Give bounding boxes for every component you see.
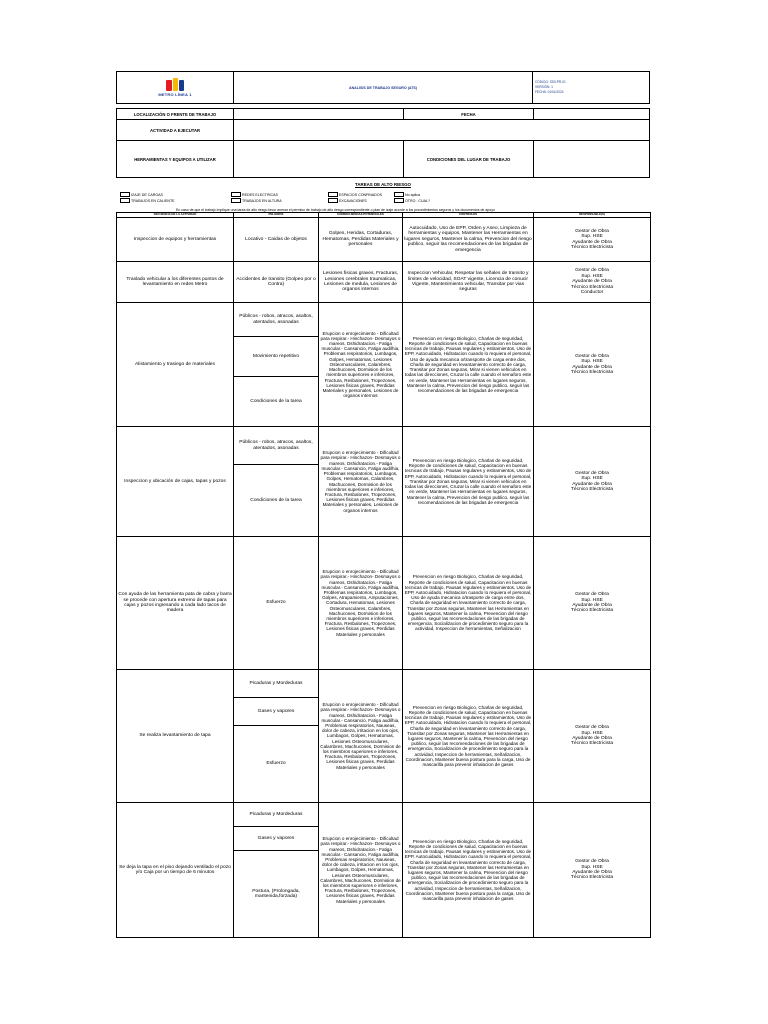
column-header: SECUENCIA DE LA ACTIVIDAD [117, 213, 234, 218]
document-version: VERSIÓN: 1 [535, 85, 553, 89]
risk-item-altura[interactable]: TRABAJOS EN ALTURA [231, 198, 282, 203]
hazard-cell: Esfuerzo [234, 726, 319, 803]
location-field[interactable] [234, 109, 404, 119]
activity-row [117, 120, 649, 141]
risk-item-no-aplica[interactable]: No aplica [394, 192, 420, 197]
consequence-cell: Lesiones fisicas graves, Fracturas, Lesiones cerebrales traumaticas, Lesiones de medula, Lesiones de organos internos [319, 262, 403, 303]
info-section [116, 108, 650, 178]
document-meta [533, 72, 649, 103]
risk-item-confinados[interactable]: ESPACIOS CONFINADOS [328, 192, 382, 197]
hazard-cell: Públicos - robos, atracos, asaltos, atentados, asonadas [234, 303, 319, 337]
responsible-cell: Gestor de Obra Sup. HSE Ayudante de Obra Técnico Electricista [534, 803, 651, 938]
high-risk-title: TAREAS DE ALTO RIESGO [355, 182, 411, 187]
date-field[interactable] [534, 109, 649, 119]
high-risk-tasks [116, 182, 650, 212]
table-row [117, 427, 651, 465]
risk-item-caliente[interactable]: TRABAJOS EN CALIENTE [120, 198, 175, 203]
ats-table [116, 212, 651, 938]
hazard-cell: Condiciones de la tarea [234, 465, 319, 537]
metro-logo-icon [164, 78, 186, 91]
logo [117, 72, 234, 103]
consequence-cell: Golpes, Heridas, Cortaduras, Hematomas, Perdidas Materiales y personales [319, 218, 403, 262]
consequence-cell: Erupcion o enrojecimiento - Dificultad para respirar.- Hinchazon- Desmayos o mareos, Dshidratacion.- Fatiga muscular.- Cansancio, Fatiga audilhia, Problemas respiratorios, Nauseas, dolor de cabeza, irritacion en los ojos, Lumbagos, Golpes, Hematomas, Lesiones Osteomusculares, Calambres, Machucones, Dormision de los miembros superiores e inferiores, Fractura, Resbalones, Tropezones, Lesiones fisicas graves, Perdidas Materiales y personales [319, 803, 403, 938]
consequence-cell: Erupcion o enrojecimiento - Dificultad para respirar.- Hinchazon- Desmayos o mareos, Dshidratacion.- Fatiga muscular.- Cansancio, Fatiga audilhia, Problemas respiratorios, Lumbagos, Golpes, Atrapamiento, Amputaciones, Cortadura, Hematomas, Lesiones Osteomusculares, Calambres, Machucones, Dormision de los miembros superiores e inferiores, Fractura, Resbalones, Tropezones, Lesiones fisicas graves, Perdidas Materiales y personales [319, 537, 403, 670]
activity-cell: Inspeccion de equipos y herramientas [117, 218, 234, 262]
risk-item-excavaciones[interactable]: EXCAVACIONES [328, 198, 367, 203]
document-title: ANALISIS DE TRABAJO SEGURO (ATS) [234, 72, 533, 103]
tools-field[interactable] [234, 141, 404, 177]
consequence-cell: Erupcion o enrojecimiento - Dificultad para respirar.- Hinchazon- Desmayos o mareos, Dshidratacion.- Fatiga muscular.- Cansancio, Fatiga audilhia, Problemas respiratorios, Nauseas, dolor de cabeza, irritacion en los ojos, Lumbagos, Golpes, Hematomas, Lesiones Osteomusculares, Calambres, Machucones, Dormision de los miembros superiores e inferiores, Fractura, Resbalones, Tropezones, Lesiones fisicas graves, Perdidas Materiales y personales [319, 670, 403, 803]
location-label: LOCALIZACIÓN O FRENTE DE TRABAJO [117, 109, 234, 119]
controls-cell: Prevencion en riesgo Biologico, Charlas de seguridad, Reporte de condiciones de salud, Capacitacion en buenas tecnicas de trabajo, Pausas regulares y estiramientos, Uso de EPP, Autocuidado, Hidratacion cuando lo requiera el personal, Uso de ayuda mecanica o/transporte de carga entre dos, Charla de seguridad en levantamiento correcto de carga, Transitar por Zonas seguras, Mirar si vienen vehiculos en todas las direcciones, Cruzar la calle cuando el semaforo este en verde, Mantener las Herramientas en lugares seguros, Mantener la calma, Prevencion del riesgo publico, seguir las recomendaciones de las brigadas de emergencia [403, 303, 534, 427]
table-row [117, 537, 651, 670]
tools-label: HERRAMIENTAS Y EQUIPOS A UTILIZAR [117, 141, 234, 177]
column-header: CONSECUENCIAS POTENCIALES [319, 213, 403, 218]
table-row [117, 670, 651, 698]
table-row [117, 303, 651, 337]
table-row [117, 218, 651, 262]
document-header [116, 71, 650, 104]
document-date: FECHA: 01/01/2024 [535, 90, 564, 94]
hazard-cell: Accidentes de transito (Golpeo por o Contra) [234, 262, 319, 303]
hazard-cell: Esfuerzo [234, 537, 319, 670]
column-header: CONTROLES [403, 213, 534, 218]
risk-item-redes[interactable]: REDES ELECTRICAS [231, 192, 278, 197]
controls-cell: Prevencion en riesgo Biologico, Charlas de seguridad, Reporte de condiciones de salud, Capacitacion en buenas tecnicas de trabajo, Pausas regulares y estiramientos, Uso de EPP, Autocuidado, Hidratacion cuando lo requiera el personal, Charla de seguridad en levantamiento correcto de carga, Transitar por Zonas seguras, Mantener las Herramientas en lugares seguros, Mantener la calma, Prevencion del riesgo publico, seguir las recomendaciones de las brigadas de emergencia, Socializacion de procedimiento seguro para la actividad, Inspeccion de herramientas, Señalizacion, Coordinacion, Mantener buena postura para la carga, Uso de mascarilla para prevenir inhalacion de gases [403, 670, 534, 803]
hazard-cell: Condiciones de la tarea [234, 377, 319, 427]
consequence-cell: Erupcion o enrojecimiento - Dificultad para respirar.- Hinchazon- Desmayos o mareos, Dshidratacion.- Fatiga muscular.- Cansancio, Fatiga audilhia, Problemas respiratorios, Lumbagos, Golpes, Hematomas, Calambres, Machucones, Dormision de los miembros superiores e inferiores, Fractura, Resbalones, Tropezones, Lesiones fisicas graves, Perdidas Materiales y personales, Lesiones de organos internos [319, 427, 403, 537]
hazard-cell: Locativo - Caidas de objetos [234, 218, 319, 262]
high-risk-note: En caso de que el trabajo implique una tarea de alto riesgo favor anexar el permiso de trabajo de alto riesgo correspondiente o plan de izaje acorde a los procedimientos seguros y los documentos de apoyo [176, 208, 495, 212]
responsible-cell: Gestor de Obra Sup. HSE Ayudante de Obra Técnico Electricista [534, 670, 651, 803]
responsible-cell: Gestor de Obra Sup. HSE Ayudante de Obra Técnico Electricista [534, 303, 651, 427]
hazard-cell: Gases y vapores [234, 827, 319, 851]
activity-cell: Con ayuda de las herramienta pata de cabra y barra se procede con apertura extremo de tapas para cajas y pozos ingresando a cada lado tacos de madera [117, 537, 234, 670]
responsible-cell: Gestor de Obra Sup. HSE Ayudante de Obra Técnico Electricista [534, 427, 651, 537]
activity-cell: Se realiza levantamiento de tapa [117, 670, 234, 803]
hazard-cell: Movimiento repetitivo [234, 337, 319, 377]
document-code: CÓDIGO: SS0-PR-01 [535, 80, 566, 84]
location-row [117, 109, 649, 120]
hazard-cell: Públicos - robos, atracos, asaltos, atentados, asonadas [234, 427, 319, 465]
activity-cell: Traslado vehicular a los diferentes puntos de levantamiento en redes Metro [117, 262, 234, 303]
table-row [117, 262, 651, 303]
controls-cell: Prevencion en riesgo Biologico, Charlas de seguridad, Reporte de condiciones de salud, Capacitacion en buenas tecnicas de trabajo, Pausas regulares y estiramientos, Uso de EPP, Autocuidado, Hidratacion cuando lo requiera el personal, Charla de seguridad en levantamiento correcto de carga, Transitar por Zonas seguras, Mantener las Herramientas en lugares seguros, Mantener la calma, Prevencion del riesgo publico, seguir las recomendaciones de las brigadas de emergencia, Socializacion de procedimiento seguro para la actividad, Inspeccion de herramientas, Señalizacion, Coordinacion, Mantener buena postura para la carga, Uso de mascarilla para prevenir inhalacion de gases [403, 803, 534, 938]
hazard-cell: Picaduras y Mordeduras [234, 803, 319, 827]
controls-cell: Inspeccion Vehicular, Respetar las señales de transito y limites de velocidad, SOAT vigente, Licencia de conucir Vigente, Mantenimiento vehicular, Transitar por vias seguras [403, 262, 534, 303]
hazard-cell: Postura, (Prolongada, mantenida,forzada) [234, 851, 319, 938]
activity-label: ACTIVIDAD A EJECUTAR [117, 120, 234, 140]
risk-item-izaje[interactable]: IZAJE DE CARGAS [120, 192, 163, 197]
hazard-cell: Gases y vapores [234, 698, 319, 726]
hazard-cell: Picaduras y Mordeduras [234, 670, 319, 698]
controls-cell: Prevencion en riesgo Biologico, Charlas de seguridad, Reporte de condiciones de salud, Capacitacion en buenas tecnicas de trabajo, Pausas regulares y estiramientos, Uso de EPP, Autocuidado, Hidratacion cuando lo requiera el personal, Uso de ayuda mecanica o/trasporte de carga entre dos, Charla de seguridad en levantamiento correcto de carga, Transitar por Zonas seguras, Mantener las Herramientas en lugares seguros, Mantener la calma, Prevencion del riesgo publico, seguir las recomendaciones de las brigadas de emergencia, Socializacion de procedimiento seguro para la actividad, Inspeccion de herramientas, Señalizacion [403, 537, 534, 670]
activity-cell: Alistamiento y trasiego de materiales [117, 303, 234, 427]
controls-cell: Autocuidado, Uso de EPP, Orden y Aseo, Limpieza de herramientas y equipos, Mantener las Herramientas en lugares seguros, Mantener la calma, Prevencion del riesgo publico, seguir las recomendaciones de las brigadas de emergencia [403, 218, 534, 262]
logo-text: METRO LÍNEA 1 [158, 92, 192, 97]
activity-cell: Inspeccion y ubicación de cajas, tapas y pozos [117, 427, 234, 537]
responsible-cell: Gestor de Obra Sup. HSE Ayudante de Obra Técnico Electricista [534, 537, 651, 670]
activity-field[interactable] [234, 120, 649, 140]
site-conditions-field[interactable] [534, 141, 649, 177]
column-header: PELIGROS [234, 213, 319, 218]
column-header: RESPONSABLE(S) [534, 213, 651, 218]
date-label: FECHA [404, 109, 534, 119]
responsible-cell: Gestor de Obra Sup. HSE Ayudante de Obra Técnico Electricista Conductor [534, 262, 651, 303]
ats-sheet [116, 71, 650, 938]
risk-item-otro[interactable]: OTRO . CUAL? [394, 198, 430, 203]
responsible-cell: Gestor de Obra Sup. HSE Ayudante de Obra Técnico Electricista [534, 218, 651, 262]
activity-cell: Se deja la tapa en el piso dejando ventilado el pozo y/o Caja por un tiempo de 6 minutos [117, 803, 234, 938]
tools-row [117, 141, 649, 177]
consequence-cell: Erupcion o enrojecimiento - Dificultad para respirar.- Hinchazon- Desmayos o mareos, Dshidratacion.- Fatiga muscular.- Cansancio, Fatiga audilhia, Problemas respiratorios, Lumbagos, Golpes, Hematomas, Lesiones Osteomusculares, Calambres, Machucones, Dormision de los miembros superiores e inferiores, Fractura, Resbalones, Tropezones, Lesiones fisicas graves, Perdidas Materiales y personales, Lesiones de organos internos [319, 303, 403, 427]
site-conditions-label: CONDICIONES DEL LUGAR DE TRABAJO [404, 141, 534, 177]
table-row [117, 803, 651, 827]
controls-cell: Prevencion en riesgo Biologico, Charlas de seguridad, Reporte de condiciones de salud, Capacitacion en buenas tecnicas de trabajo, Pausas regulares y estiramientos, Uso de EPP, Autocuidado, Hidratacion cuando lo requiera el personal, Transitar por Zonas seguras, Mirar si vienen vehiculos en todas las direcciones, Cruzar la calle cuando el semaforo este en verde, Mantener las Herramientas en lugares seguros, Mantener la calma, Prevencion del riesgo publico, seguir las recomendaciones de las brigadas de emergencia [403, 427, 534, 537]
